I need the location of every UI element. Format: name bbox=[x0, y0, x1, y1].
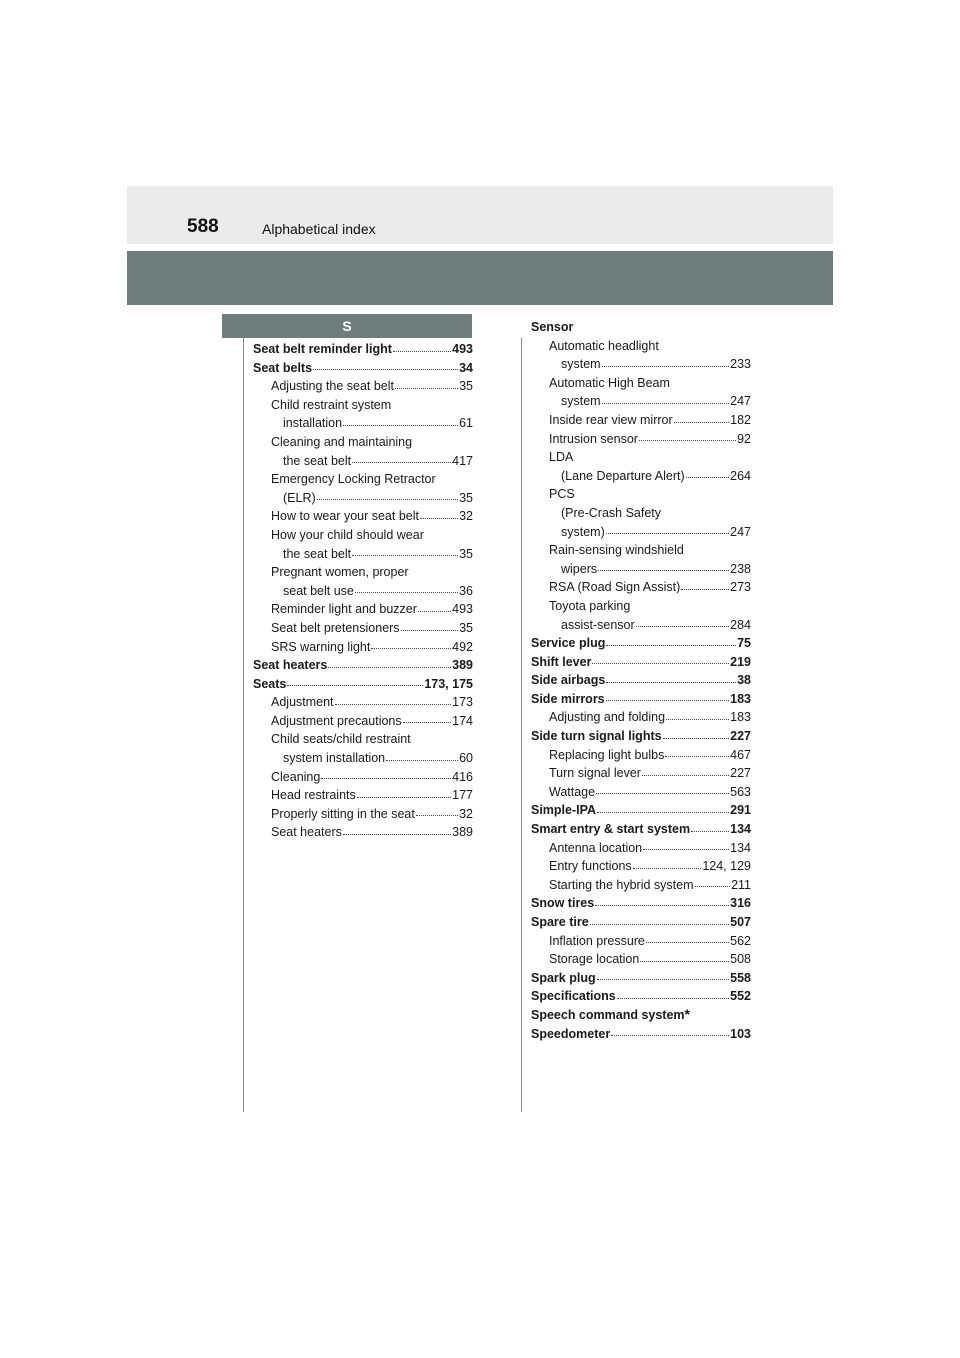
dot-leader bbox=[674, 422, 730, 423]
dot-leader bbox=[343, 425, 458, 426]
dot-leader bbox=[328, 667, 451, 668]
index-entry-label: Entry functions bbox=[549, 859, 632, 874]
index-entry-label: Toyota parking bbox=[549, 598, 631, 613]
index-entry bbox=[253, 340, 473, 359]
index-entry-label: system) bbox=[561, 524, 605, 539]
index-entry-label: RSA (Road Sign Assist) bbox=[549, 580, 681, 595]
index-entry bbox=[531, 597, 751, 616]
index-entry-label: Starting the hybrid system bbox=[549, 877, 694, 892]
index-entry bbox=[253, 768, 473, 787]
dot-leader bbox=[335, 704, 452, 705]
index-entry-page: 552 bbox=[730, 989, 751, 1004]
index-entry-page: 316 bbox=[730, 896, 751, 911]
dot-leader bbox=[596, 793, 729, 794]
index-entry bbox=[253, 638, 473, 657]
index-entry-page: 134 bbox=[730, 840, 751, 855]
index-entry bbox=[531, 894, 751, 913]
index-entry-label: Side mirrors bbox=[531, 691, 605, 706]
index-entry bbox=[531, 318, 751, 337]
index-entry bbox=[253, 823, 473, 842]
index-entry bbox=[531, 727, 751, 746]
section-letter-tab: S bbox=[222, 314, 472, 338]
index-entry-label: Head restraints bbox=[271, 788, 356, 803]
index-entry-page: 284 bbox=[730, 617, 751, 632]
index-entry bbox=[253, 359, 473, 378]
index-entry-page: 247 bbox=[730, 394, 751, 409]
index-entry-page: 238 bbox=[730, 561, 751, 576]
index-entry bbox=[253, 414, 473, 433]
index-entry bbox=[531, 913, 751, 932]
index-entry-label: PCS bbox=[549, 487, 575, 502]
index-entry-label: Automatic High Beam bbox=[549, 375, 670, 390]
index-entry-label: Service plug bbox=[531, 636, 606, 651]
index-entry-label: SRS warning light bbox=[271, 639, 371, 654]
dot-leader bbox=[606, 533, 729, 534]
dot-leader bbox=[321, 778, 451, 779]
dot-leader bbox=[611, 1035, 729, 1036]
index-entry-label: seat belt use bbox=[283, 583, 354, 598]
index-entry bbox=[531, 485, 751, 504]
index-entry-page: 32 bbox=[459, 509, 473, 524]
dot-leader bbox=[401, 630, 459, 631]
index-entry-label: Wattage bbox=[549, 784, 596, 799]
dot-leader bbox=[317, 499, 458, 500]
index-entry-page: 177 bbox=[452, 788, 473, 803]
dot-leader bbox=[590, 924, 729, 925]
dot-leader bbox=[313, 369, 458, 370]
index-entry-label: Reminder light and buzzer bbox=[271, 602, 417, 617]
index-entry-label: Inside rear view mirror bbox=[549, 412, 673, 427]
index-entry-page: 563 bbox=[730, 784, 751, 799]
right-column-rule bbox=[521, 338, 522, 1112]
index-entry-page: 134 bbox=[730, 822, 751, 837]
index-entry bbox=[253, 545, 473, 564]
index-entry-label: Rain-sensing windshield bbox=[549, 543, 684, 558]
index-entry bbox=[253, 452, 473, 471]
index-entry-label: Simple-IPA bbox=[531, 803, 597, 818]
dot-leader bbox=[606, 700, 730, 701]
index-entry-label: Side airbags bbox=[531, 673, 606, 688]
index-entry-page: 227 bbox=[730, 766, 751, 781]
index-entry-label: Replacing light bulbs bbox=[549, 747, 665, 762]
index-entry-label: How your child should wear bbox=[271, 527, 424, 542]
index-entry-label: Speedometer bbox=[531, 1026, 611, 1041]
dot-leader bbox=[663, 738, 730, 739]
index-entry bbox=[531, 801, 751, 820]
index-entry bbox=[253, 563, 473, 582]
index-entry-label: Seats bbox=[253, 676, 287, 691]
index-entry-page: 75 bbox=[737, 636, 751, 651]
index-entry-page: 174 bbox=[452, 713, 473, 728]
dot-leader bbox=[371, 648, 451, 649]
index-entry bbox=[531, 839, 751, 858]
index-entry bbox=[531, 708, 751, 727]
index-entry-page: 34 bbox=[459, 360, 473, 375]
index-entry bbox=[253, 526, 473, 545]
index-entry-page: 35 bbox=[459, 490, 473, 505]
index-entry-label: system installation bbox=[283, 751, 386, 766]
index-entry-page: 247 bbox=[730, 524, 751, 539]
index-entry-page: 416 bbox=[452, 769, 473, 784]
dot-leader bbox=[592, 663, 729, 664]
index-entry-label: wipers bbox=[561, 561, 598, 576]
dot-leader bbox=[597, 812, 729, 813]
index-entry bbox=[531, 560, 751, 579]
index-entry-label: Turn signal lever bbox=[549, 766, 641, 781]
index-entry-page: 389 bbox=[452, 825, 473, 840]
index-entry bbox=[531, 504, 751, 523]
index-entry-label: Side turn signal lights bbox=[531, 729, 662, 744]
index-entry-label: the seat belt bbox=[283, 453, 352, 468]
index-entry-label: Antenna location bbox=[549, 840, 643, 855]
index-entry bbox=[531, 653, 751, 672]
index-entry-page: 103 bbox=[730, 1026, 751, 1041]
index-entry-label: Spare tire bbox=[531, 915, 589, 929]
index-entry-label: Shift lever bbox=[531, 654, 592, 669]
index-entry-label: Emergency Locking Retractor bbox=[271, 472, 436, 487]
dot-leader bbox=[416, 815, 458, 816]
index-entry bbox=[531, 932, 751, 951]
index-entry bbox=[253, 396, 473, 415]
dot-leader bbox=[691, 831, 729, 832]
index-entry-page: 211 bbox=[731, 877, 751, 892]
index-entry bbox=[253, 749, 473, 768]
index-entry-page: 219 bbox=[730, 654, 751, 669]
index-entry bbox=[253, 675, 473, 694]
index-entry-label: Seat heaters bbox=[253, 658, 328, 673]
dot-leader bbox=[357, 797, 451, 798]
index-entry bbox=[253, 377, 473, 396]
index-entry-page: 173, 175 bbox=[424, 676, 473, 691]
index-entry-page: 562 bbox=[730, 933, 751, 948]
index-entry bbox=[531, 1025, 751, 1044]
dot-leader bbox=[602, 403, 730, 404]
index-entry bbox=[531, 392, 751, 411]
index-entry-label: Storage location bbox=[549, 952, 640, 967]
index-entry-label: Properly sitting in the seat bbox=[271, 806, 415, 821]
index-entry bbox=[253, 656, 473, 675]
dot-leader bbox=[695, 886, 731, 887]
index-entry-page: 264 bbox=[730, 468, 751, 483]
index-entry-label: Sensor bbox=[531, 320, 574, 334]
index-entry-page: 182 bbox=[730, 412, 751, 427]
index-entry-label: Speech command system bbox=[531, 1007, 685, 1022]
dot-leader bbox=[595, 905, 729, 906]
index-entry bbox=[531, 987, 751, 1006]
dot-leader bbox=[418, 611, 451, 612]
dot-leader bbox=[403, 722, 452, 723]
index-entry-page: 493 bbox=[452, 602, 473, 617]
dot-leader bbox=[617, 998, 729, 999]
index-entry bbox=[253, 433, 473, 452]
index-entry bbox=[531, 820, 751, 839]
index-entry-page: 467 bbox=[730, 747, 751, 762]
index-entry bbox=[253, 470, 473, 489]
index-entry bbox=[531, 857, 751, 876]
index-entry bbox=[253, 600, 473, 619]
index-entry-page: 291 bbox=[730, 803, 751, 818]
page-title: Alphabetical index bbox=[262, 221, 376, 237]
index-entry-label: Cleaning bbox=[271, 769, 321, 784]
index-entry-page: 389 bbox=[452, 658, 473, 673]
index-entry bbox=[531, 876, 751, 895]
index-entry-label: installation bbox=[283, 416, 343, 431]
dot-leader bbox=[598, 570, 729, 571]
dot-leader bbox=[343, 834, 451, 835]
dot-leader bbox=[636, 626, 730, 627]
index-entry-label: system bbox=[561, 357, 601, 372]
index-entry bbox=[531, 950, 751, 969]
index-entry bbox=[531, 969, 751, 988]
index-entry bbox=[531, 448, 751, 467]
index-entry-label: How to wear your seat belt bbox=[271, 509, 419, 524]
index-entry bbox=[531, 430, 751, 449]
index-entry-page: 38 bbox=[737, 673, 751, 688]
index-column-left bbox=[253, 340, 473, 842]
dot-leader bbox=[606, 682, 736, 683]
index-entry-label: Spark plug bbox=[531, 970, 596, 985]
index-entry-label: Specifications bbox=[531, 989, 616, 1004]
index-entry bbox=[253, 786, 473, 805]
index-entry bbox=[531, 541, 751, 560]
dot-leader bbox=[393, 351, 451, 352]
index-entry bbox=[253, 619, 473, 638]
index-entry-label: Adjusting and folding bbox=[549, 710, 666, 725]
index-entry bbox=[253, 805, 473, 824]
index-entry-page: 36 bbox=[459, 583, 473, 598]
dot-leader bbox=[395, 388, 458, 389]
index-entry-page: 492 bbox=[452, 639, 473, 654]
dot-leader bbox=[639, 440, 736, 441]
index-entry-label: system bbox=[561, 394, 601, 409]
index-entry-label: Adjustment bbox=[271, 695, 334, 710]
index-entry-label: Cleaning and maintaining bbox=[271, 434, 413, 449]
header-bar bbox=[127, 186, 833, 244]
index-entry-label: Seat belt reminder light bbox=[253, 342, 392, 356]
index-entry bbox=[531, 578, 751, 597]
index-entry-page: 507 bbox=[730, 915, 751, 929]
index-entry bbox=[531, 616, 751, 635]
index-entry bbox=[253, 507, 473, 526]
index-entry-label: (Lane Departure Alert) bbox=[561, 468, 685, 483]
index-entry-label: (Pre-Crash Safety bbox=[561, 505, 662, 520]
index-entry bbox=[531, 467, 751, 486]
index-entry-page: 227 bbox=[730, 729, 751, 744]
index-entry-page: 35 bbox=[459, 379, 473, 394]
index-entry-label: Child seats/child restraint bbox=[271, 732, 411, 747]
index-entry-page: 558 bbox=[730, 970, 751, 985]
dot-leader bbox=[602, 366, 730, 367]
index-entry bbox=[253, 582, 473, 601]
index-entry-page: 183 bbox=[730, 691, 751, 706]
dot-leader bbox=[640, 961, 729, 962]
dot-leader bbox=[352, 462, 451, 463]
index-entry-label: Seat belt pretensioners bbox=[271, 620, 400, 635]
index-entry bbox=[531, 411, 751, 430]
dot-leader bbox=[420, 518, 458, 519]
index-entry-label: Smart entry & start system bbox=[531, 822, 691, 837]
index-entry-label: Pregnant women, proper bbox=[271, 565, 409, 580]
dot-leader bbox=[633, 868, 702, 869]
index-entry bbox=[531, 746, 751, 765]
dot-leader bbox=[646, 942, 729, 943]
dot-leader bbox=[643, 849, 729, 850]
index-entry-page: 417 bbox=[452, 453, 473, 468]
dot-leader bbox=[606, 645, 736, 646]
dot-leader bbox=[666, 719, 729, 720]
index-entry-label: Snow tires bbox=[531, 896, 595, 911]
dot-leader bbox=[681, 589, 729, 590]
index-entry bbox=[531, 337, 751, 356]
index-entry bbox=[531, 634, 751, 653]
dot-leader bbox=[355, 592, 458, 593]
index-column-right bbox=[531, 318, 751, 1043]
dot-leader bbox=[665, 756, 729, 757]
index-entry-label: Adjustment precautions bbox=[271, 713, 402, 728]
left-column-rule bbox=[243, 338, 244, 1112]
index-entry-page: 32 bbox=[459, 806, 473, 821]
index-entry-page: 173 bbox=[452, 695, 473, 710]
index-entry bbox=[253, 489, 473, 508]
index-entry bbox=[253, 730, 473, 749]
index-entry: Speech command system * bbox=[531, 1006, 751, 1025]
index-entry-label: Seat belts bbox=[253, 360, 313, 375]
index-entry-label: Child restraint system bbox=[271, 397, 392, 412]
index-entry bbox=[531, 523, 751, 542]
dot-leader bbox=[352, 555, 458, 556]
index-entry-label: Intrusion sensor bbox=[549, 431, 638, 446]
index-entry-label: Seat heaters bbox=[271, 825, 342, 840]
index-entry-label: Inflation pressure bbox=[549, 933, 645, 948]
index-entry-label: Adjusting the seat belt bbox=[271, 379, 394, 394]
dot-leader bbox=[287, 685, 423, 686]
index-entry-label: assist-sensor bbox=[561, 617, 635, 632]
dot-leader bbox=[686, 477, 729, 478]
dot-leader bbox=[642, 775, 729, 776]
index-entry-page: 60 bbox=[459, 751, 473, 766]
index-entry-label: LDA bbox=[549, 450, 574, 465]
index-entry bbox=[531, 783, 751, 802]
index-entry-label: (ELR) bbox=[283, 490, 316, 505]
index-entry-label: Automatic headlight bbox=[549, 338, 659, 353]
index-entry bbox=[531, 764, 751, 783]
index-entry bbox=[531, 374, 751, 393]
index-entry bbox=[253, 693, 473, 712]
index-entry-page: 273 bbox=[730, 580, 751, 595]
index-entry-page: 35 bbox=[459, 620, 473, 635]
dot-leader bbox=[597, 979, 730, 980]
index-entry-page: 35 bbox=[459, 546, 473, 561]
dot-leader bbox=[386, 760, 458, 761]
index-entry-page: 233 bbox=[730, 357, 751, 372]
index-entry bbox=[531, 355, 751, 374]
index-entry-label: the seat belt bbox=[283, 546, 352, 561]
index-entry-page: 493 bbox=[452, 342, 473, 356]
index-entry-page: 61 bbox=[459, 416, 473, 431]
index-entry bbox=[531, 690, 751, 709]
index-entry-page: 508 bbox=[730, 952, 751, 967]
index-entry-page: 124, 129 bbox=[702, 859, 751, 874]
index-entry-page: 92 bbox=[737, 431, 751, 446]
header-band bbox=[127, 251, 833, 305]
index-entry bbox=[531, 671, 751, 690]
index-entry bbox=[253, 712, 473, 731]
index-entry-page: 183 bbox=[730, 710, 751, 725]
page-number: 588 bbox=[187, 216, 219, 237]
